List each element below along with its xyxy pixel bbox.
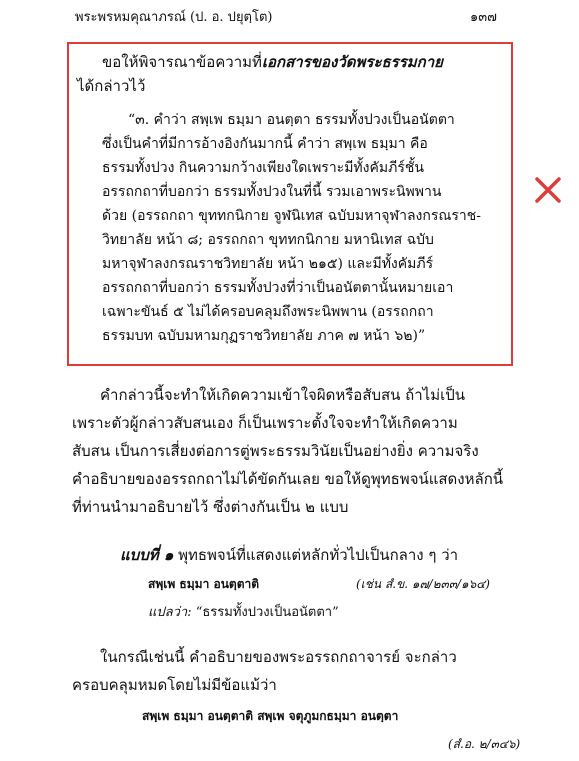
intro-prefix: ขอให้พิจารณาข้อความที่	[102, 53, 262, 71]
quote-line: มหาจุฬาลงกรณราชวิทยาลัย หน้า ๒๑๕) และมีทั้งคัมภีร์	[102, 256, 434, 272]
type1-text: พุทธพจน์ที่แสดงแต่หลักทั่วไปเป็นกลาง ๆ ว่า	[173, 546, 459, 564]
paragraph-line: เพราะตัวผู้กล่าวสับสนเอง ก็เป็นเพราะตั้งใจจะทำให้เกิดความ	[72, 414, 458, 432]
running-header-title: พระพรหมคุณาภรณ์ (ป. อ. ปยุตฺโต)	[75, 10, 273, 25]
quote-line: ซึ่งเป็นคำที่มีการอ้างอิงกันมากนี้ คำว่า สพฺเพ ธมฺมา คือ	[102, 136, 428, 152]
intro-emphasis: เอกสารของวัดพระธรรมกาย	[261, 53, 443, 71]
quote-line: วิทยาลัย หน้า ๘; อรรถกถา ขุททกนิกาย มหานิเทส ฉบับ	[102, 232, 434, 248]
paragraph-line: สับสน เป็นการเสี่ยงต่อการตู่พระธรรมวินัยเป็นอย่างยิ่ง ความจริง	[72, 442, 479, 460]
translation-label: แปลว่า:	[148, 605, 192, 620]
quote-line: เฉพาะขันธ์ ๕ ไม่ได้ครอบคลุมถึงพระนิพพาน (อรรถกถา	[102, 304, 434, 320]
quote-line: อรรถกถาที่บอกว่า ธรรมทั้งปวงในที่นี้ รวมเอาพระนิพพาน	[102, 184, 442, 200]
paragraph-line: ที่ท่านนำมาอธิบายไว้ ซึ่งต่างกันเป็น ๒ แบบ	[72, 498, 349, 516]
quote-line: ธรรมทั้งปวง กินความกว้างเพียงใดเพราะมีทั้งคัมภีร์ชั้น	[102, 160, 424, 176]
reference: (เช่น สํ.ข. ๑๗/๒๓๓/๑๖๔)	[356, 577, 490, 591]
quote-line: อรรถกถาที่บอกว่า ธรรมทั้งปวงที่ว่าเป็นอนัตตานั้นหมายเอา	[102, 280, 454, 296]
reference: (สํ.อ. ๒/๓๔๖)	[448, 737, 521, 751]
intro-line-1	[102, 50, 443, 74]
pali-verse: สพฺเพ ธมฺมา อนตฺตาติ	[148, 577, 260, 591]
paragraph-line: ในกรณีเช่นนี้ คำอธิบายของพระอรรถกถาจารย์ จะกล่าว	[100, 648, 457, 666]
translation-text: “ธรรมทั้งปวงเป็นอนัตตา”	[191, 605, 339, 620]
cross-mark-icon	[533, 175, 563, 205]
paragraph-line: คำกล่าวนี้จะทำให้เกิดความเข้าใจผิดหรือสับสน ถ้าไม่เป็น	[100, 386, 466, 404]
translation-line	[148, 601, 339, 622]
paragraph-line: ครอบคลุมหมดโดยไม่มีข้อแม้ว่า	[72, 676, 277, 694]
page-number: ๑๓๗	[470, 10, 497, 25]
type1-heading: แบบที่ ๑	[120, 546, 174, 564]
type1-line	[120, 543, 458, 567]
quote-line: ธรรมบท ฉบับมหามกุฏราชวิทยาลัย ภาค ๗ หน้า ๖๒)”	[102, 328, 426, 344]
quote-line: “๓. คำว่า สพฺเพ ธมฺมา อนตฺตา ธรรมทั้งปวงเป็นอนัตตา	[128, 112, 455, 128]
quote-line: ด้วย (อรรถกถา ขุททกนิกาย จูฬนิเทส ฉบับมหาจุฬาลงกรณราช-	[102, 208, 481, 224]
pali-verse: สพฺเพ ธมฺมา อนตฺตาติ สพฺเพ จตุภูมกธมฺมา อนตฺตา	[142, 709, 399, 723]
paragraph-line: คำอธิบายของอรรถกถาไม่ได้ขัดกันเลย ขอให้ดูพุทธพจน์แสดงหลักนี้	[72, 470, 504, 488]
intro-line-2: ได้กล่าวไว้	[77, 77, 146, 95]
